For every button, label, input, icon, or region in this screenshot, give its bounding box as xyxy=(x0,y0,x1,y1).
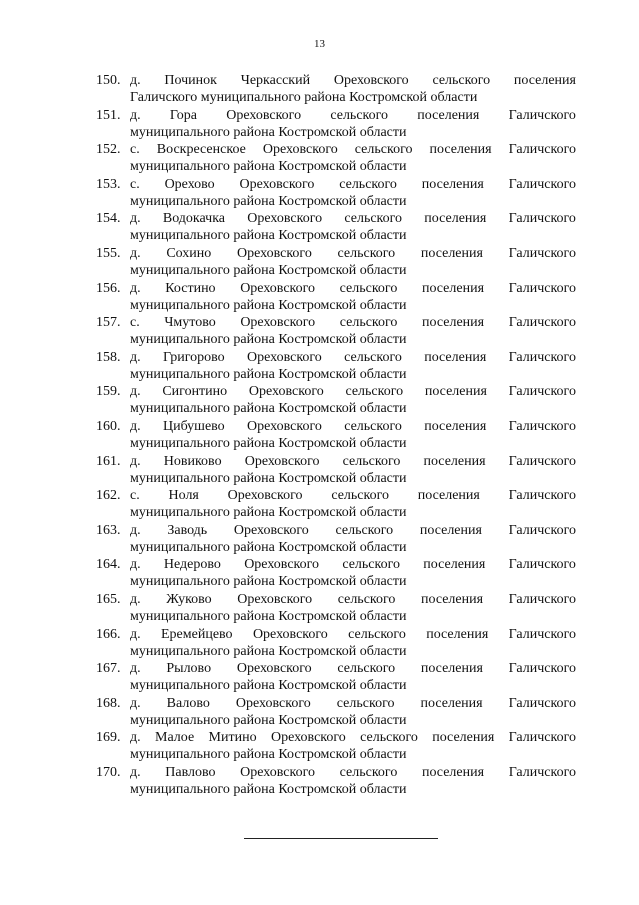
list-item xyxy=(96,764,576,799)
entry-words xyxy=(130,383,576,400)
entry-word: Жуково xyxy=(166,591,212,607)
entry-word: д. xyxy=(130,591,141,607)
list-item xyxy=(96,383,576,418)
entry-word: Галичского xyxy=(508,142,576,158)
entry-word: д. xyxy=(130,730,141,746)
entry-word: Сохино xyxy=(166,245,212,261)
list-item xyxy=(96,418,576,453)
entry-word: поселения xyxy=(424,384,487,400)
entry-word: Ореховского xyxy=(226,107,302,123)
entry-word: сельского xyxy=(330,107,389,123)
entry-number: 169. xyxy=(96,730,121,746)
entry-first-line xyxy=(96,141,576,158)
entry-first-line xyxy=(96,245,576,262)
entry-word: Галичского xyxy=(508,557,576,573)
entry-word: д. xyxy=(130,211,141,227)
entry-first-line xyxy=(96,626,576,643)
entry-word: поселения xyxy=(429,142,492,158)
entry-word: сельского xyxy=(354,142,413,158)
list-item xyxy=(96,72,576,107)
entry-word: д. xyxy=(130,107,141,123)
entry-word: д. xyxy=(130,522,141,538)
entry-first-line xyxy=(96,383,576,400)
entry-first-line xyxy=(96,107,576,124)
entry-word: д. xyxy=(130,764,141,780)
entry-second-line: муниципального района Костромской области xyxy=(130,435,407,451)
entry-number: 153. xyxy=(96,176,121,192)
entry-word: сельского xyxy=(335,522,394,538)
page-number: 13 xyxy=(314,38,325,50)
entry-word: Галичского xyxy=(508,488,576,504)
entry-words xyxy=(130,349,576,366)
entry-word: Галичского xyxy=(508,661,576,677)
entry-word: Водокачка xyxy=(162,211,226,227)
list-item xyxy=(96,314,576,349)
entry-word: д. xyxy=(130,661,141,677)
entry-word: сельского xyxy=(344,349,402,365)
entry-word: Галичского xyxy=(508,695,576,711)
entry-word: Ноля xyxy=(168,488,199,504)
entry-word: Ореховского xyxy=(236,661,312,677)
entry-words xyxy=(130,141,576,158)
entry-word: поселения xyxy=(424,418,487,434)
entry-number: 159. xyxy=(96,384,121,400)
entry-word: поселения xyxy=(422,315,485,331)
entry-word: сельского xyxy=(339,176,397,192)
entry-words xyxy=(130,453,576,470)
entry-word: Гора xyxy=(169,107,197,123)
entry-word: сельского xyxy=(337,661,396,677)
entry-number: 167. xyxy=(96,661,121,677)
entry-word: Митино xyxy=(208,730,257,746)
entry-word: Галичского xyxy=(508,349,576,365)
entry-word: Ореховского xyxy=(233,522,309,538)
entry-word: Малое xyxy=(155,730,195,746)
entry-words xyxy=(130,314,576,331)
entry-second-line: муниципального района Костромской области xyxy=(130,159,407,175)
entry-second-line: муниципального района Костромской области xyxy=(130,505,407,521)
entry-word: Ореховского xyxy=(333,73,409,88)
entry-word: Цибушево xyxy=(162,418,225,434)
entry-word: с. xyxy=(130,176,140,192)
entry-second-line: муниципального района Костромской области xyxy=(130,124,407,140)
entry-word: Галичского xyxy=(508,418,576,434)
list-item xyxy=(96,729,576,764)
entry-word: сельского xyxy=(337,591,396,607)
entry-word: Ореховского xyxy=(252,626,328,642)
entry-second-line: муниципального района Костромской области xyxy=(130,574,407,590)
entry-number: 156. xyxy=(96,280,121,296)
entry-word: Еремейцево xyxy=(161,626,233,642)
entry-word: поселения xyxy=(424,349,487,365)
entry-second-line: муниципального района Костромской области xyxy=(130,643,407,659)
entry-word: Ореховского xyxy=(240,764,316,780)
entry-second-line: муниципального района Костромской области xyxy=(130,401,407,417)
settlement-list xyxy=(96,72,576,798)
list-item xyxy=(96,176,576,211)
entry-word: Новиково xyxy=(163,453,222,469)
entry-second-line: муниципального района Костромской области xyxy=(130,470,407,486)
entry-word: Ореховского xyxy=(240,315,316,331)
entry-word: д. xyxy=(130,453,141,469)
list-item xyxy=(96,487,576,522)
entry-words xyxy=(130,729,576,746)
entry-second-line: муниципального района Костромской области xyxy=(130,297,407,313)
entry-word: сельского xyxy=(342,453,401,469)
entry-word: сельского xyxy=(348,626,406,642)
entry-second-line: муниципального района Костромской области xyxy=(130,539,407,555)
entry-word: Ореховского xyxy=(244,453,320,469)
entry-word: поселения xyxy=(513,73,576,88)
entry-first-line xyxy=(96,280,576,297)
entry-words xyxy=(130,72,576,89)
entry-word: поселения xyxy=(419,522,482,538)
entry-word: Ореховского xyxy=(240,280,316,296)
entry-word: д. xyxy=(130,384,141,400)
entry-first-line xyxy=(96,314,576,331)
entry-word: сельского xyxy=(342,557,400,573)
entry-word: Ореховского xyxy=(247,211,323,227)
entry-word: сельского xyxy=(339,280,398,296)
entry-words xyxy=(130,522,576,539)
entry-word: Галичского xyxy=(508,522,576,538)
entry-first-line xyxy=(96,418,576,435)
entry-words xyxy=(130,418,576,435)
entry-words xyxy=(130,487,576,504)
entry-number: 168. xyxy=(96,695,121,711)
entry-word: Ореховского xyxy=(239,176,315,192)
entry-word: сельского xyxy=(360,730,418,746)
entry-word: Ореховского xyxy=(235,695,311,711)
entry-second-line: муниципального района Костромской области xyxy=(130,262,407,278)
entry-number: 152. xyxy=(96,142,121,158)
entry-word: поселения xyxy=(421,176,484,192)
entry-first-line xyxy=(96,522,576,539)
entry-word: д. xyxy=(130,695,141,711)
entry-word: Галичского xyxy=(508,245,576,261)
entry-word: сельского xyxy=(344,418,402,434)
entry-word: Заводь xyxy=(167,522,208,538)
end-rule xyxy=(244,838,438,839)
list-item xyxy=(96,453,576,488)
entry-words xyxy=(130,695,576,712)
entry-word: Галичского xyxy=(508,176,576,192)
entry-word: Ореховского xyxy=(247,418,322,434)
entry-first-line xyxy=(96,487,576,504)
entry-word: Галичского xyxy=(508,730,576,746)
entry-word: Павлово xyxy=(165,764,216,780)
entry-word: Костино xyxy=(165,280,216,296)
entry-words xyxy=(130,210,576,227)
entry-words xyxy=(130,764,576,781)
list-item xyxy=(96,210,576,245)
entry-word: д. xyxy=(130,73,141,88)
entry-first-line xyxy=(96,556,576,573)
entry-words xyxy=(130,176,576,193)
entry-word: Галичского xyxy=(508,626,576,642)
entry-first-line xyxy=(96,349,576,366)
entry-first-line xyxy=(96,591,576,608)
entry-number: 151. xyxy=(96,107,121,123)
entry-word: Галичского xyxy=(508,211,576,227)
entry-word: поселения xyxy=(420,245,483,261)
entry-word: поселения xyxy=(420,661,483,677)
entry-first-line xyxy=(96,72,576,89)
entry-words xyxy=(130,556,576,573)
entry-second-line: муниципального района Костромской области xyxy=(130,608,407,624)
entry-word: Ореховского xyxy=(227,488,303,504)
entry-word: д. xyxy=(130,626,141,642)
entry-second-line: муниципального района Костромской области xyxy=(130,228,407,244)
entry-word: поселения xyxy=(426,626,489,642)
entry-word: сельского xyxy=(344,211,403,227)
entry-word: Ореховского xyxy=(236,245,312,261)
entry-word: д. xyxy=(130,418,141,434)
entry-number: 161. xyxy=(96,453,121,469)
entry-number: 166. xyxy=(96,626,121,642)
entry-word: д. xyxy=(130,349,141,365)
list-item xyxy=(96,280,576,315)
entry-second-line: муниципального района Костромской области xyxy=(130,781,407,797)
entry-first-line xyxy=(96,176,576,193)
entry-words xyxy=(130,626,576,643)
entry-word: поселения xyxy=(423,453,486,469)
entry-word: Галичского xyxy=(508,384,576,400)
list-item xyxy=(96,660,576,695)
entry-number: 157. xyxy=(96,315,121,331)
entry-word: с. xyxy=(130,315,140,331)
entry-word: д. xyxy=(130,280,141,296)
list-item xyxy=(96,107,576,142)
entry-first-line xyxy=(96,729,576,746)
list-item xyxy=(96,591,576,626)
entry-first-line xyxy=(96,764,576,781)
entry-word: сельского xyxy=(339,764,398,780)
entry-word: Ореховского xyxy=(244,557,320,573)
entry-word: Григорово xyxy=(162,349,225,365)
list-item xyxy=(96,141,576,176)
entry-second-line: муниципального района Костромской области xyxy=(130,678,407,694)
entry-word: сельского xyxy=(331,488,389,504)
entry-word: Черкасский xyxy=(240,73,311,88)
entry-word: Починок xyxy=(164,73,217,88)
entry-word: Ореховского xyxy=(248,384,324,400)
entry-word: поселения xyxy=(423,557,486,573)
entry-first-line xyxy=(96,210,576,227)
list-item xyxy=(96,556,576,591)
entry-word: сельского xyxy=(337,245,396,261)
entry-word: сельского xyxy=(339,315,398,331)
entry-words xyxy=(130,591,576,608)
entry-word: д. xyxy=(130,557,141,573)
entry-first-line xyxy=(96,695,576,712)
entry-second-line: муниципального района Костромской области xyxy=(130,193,407,209)
entry-word: Сигонтино xyxy=(162,384,228,400)
entry-word: Ореховского xyxy=(262,142,338,158)
entry-word: сельского xyxy=(345,384,404,400)
entry-number: 160. xyxy=(96,418,121,434)
entry-word: поселения xyxy=(421,764,485,780)
entry-word: Недерово xyxy=(163,557,221,573)
entry-word: Чмутово xyxy=(164,315,216,331)
entry-word: Воскресенское xyxy=(156,142,246,158)
list-item xyxy=(96,695,576,730)
entry-word: Рылово xyxy=(166,661,212,677)
list-item xyxy=(96,245,576,280)
entry-number: 155. xyxy=(96,245,121,261)
entry-word: Орехово xyxy=(164,176,215,192)
entry-words xyxy=(130,107,576,124)
entry-word: Галичского xyxy=(508,280,576,296)
entry-number: 164. xyxy=(96,557,121,573)
entry-word: поселения xyxy=(420,591,484,607)
entry-word: Галичского xyxy=(508,107,576,123)
entry-words xyxy=(130,280,576,297)
entry-word: Галичского xyxy=(508,764,576,780)
list-item xyxy=(96,522,576,557)
entry-word: поселения xyxy=(421,280,485,296)
entry-number: 154. xyxy=(96,211,121,227)
entry-word: Ореховского xyxy=(270,730,346,746)
entry-word: Галичского xyxy=(508,453,576,469)
entry-word: Ореховского xyxy=(246,349,322,365)
entry-word: поселения xyxy=(417,107,480,123)
entry-word: Галичского xyxy=(508,315,576,331)
entry-first-line xyxy=(96,453,576,470)
entry-word: д. xyxy=(130,245,141,261)
entry-number: 163. xyxy=(96,522,121,538)
entry-word: поселения xyxy=(432,730,495,746)
entry-number: 158. xyxy=(96,349,121,365)
list-item xyxy=(96,349,576,384)
entry-words xyxy=(130,660,576,677)
entry-second-line: Галичского муниципального района Костромской области xyxy=(130,90,478,105)
entry-second-line: муниципального района Костромской области xyxy=(130,366,407,382)
entry-word: Галичского xyxy=(508,591,576,607)
entry-second-line: муниципального района Костромской области xyxy=(130,712,407,728)
entry-word: поселения xyxy=(420,695,483,711)
entry-word: с. xyxy=(130,488,140,504)
entry-number: 150. xyxy=(96,73,121,88)
entry-words xyxy=(130,245,576,262)
entry-word: Ореховского xyxy=(237,591,313,607)
entry-number: 162. xyxy=(96,488,121,504)
entry-first-line xyxy=(96,660,576,677)
entry-word: сельского xyxy=(432,73,491,88)
entry-word: поселения xyxy=(424,211,487,227)
entry-number: 165. xyxy=(96,591,121,607)
entry-word: поселения xyxy=(417,488,480,504)
entry-word: Валово xyxy=(166,695,210,711)
entry-word: сельского xyxy=(336,695,395,711)
entry-second-line: муниципального района Костромской области xyxy=(130,332,407,348)
entry-number: 170. xyxy=(96,764,121,780)
list-item xyxy=(96,626,576,661)
entry-word: с. xyxy=(130,142,140,158)
entry-second-line: муниципального района Костромской области xyxy=(130,747,407,763)
